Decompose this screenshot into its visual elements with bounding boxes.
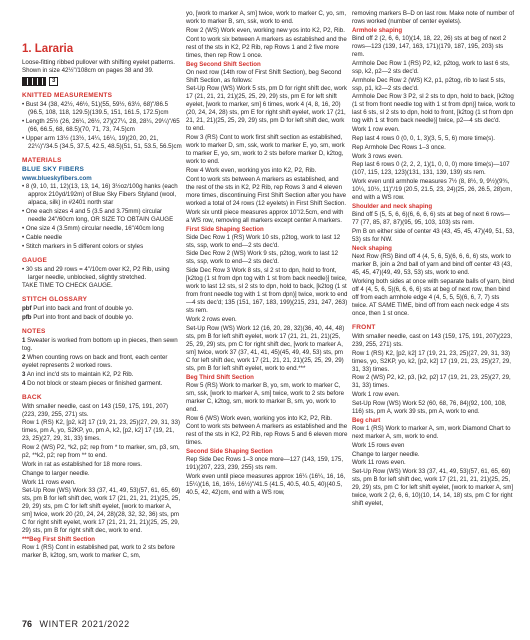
col2-para: Cont to work sts between A markers as established and the rest of the sts in K2, P2 Rib, rep Rows 5 and 6 eleven more times. xyxy=(186,423,348,447)
col3-para: Bind off 2 (2, 6, 6, 10)(14, 18, 22, 26) sts at beg of next 2 rows—123 (139, 147, 163, 171)(179, 187, 195, 203) sts rem. xyxy=(352,35,507,58)
col3-para: Work even until armhole measures 7½ (8, 8½, 9, 9½)(9¾, 10¼, 10½, 11)"/19 (20.5, 21.5, 23, 24)(25, 26, 26.5, 28)cm, end with a WS row. xyxy=(352,178,513,202)
col3-para: Work 15 rows even xyxy=(352,441,405,449)
material-item: • 8 (9, 10, 11, 12)(13, 13, 14, 16) 3½oz/100g hanks (each approx 210yd/192m) of Blue Sky Fibers Styland (wool, alpaca, silk) in #2401 north star xyxy=(22,183,178,207)
note-item xyxy=(22,337,182,353)
col3-para: Row 1 (RS) Work to marker A, sm, work Diamond Chart to next marker A, sm, work to end. xyxy=(352,424,511,440)
back-para: Set-Up Row (WS) Work 33 (37, 41, 49, 53)(57, 61, 65, 69) sts, pm B for left shift dec, work 17 (21, 21, 21, 21)(25, 25, 29, 29) sts, pm C for left shift eyelet, [work to marker A, sm] twice, work 20 (20, 24, 24, 28)(28, 32, 32, 36) sts, pm C for right shift eyelet, work 17 (21, 21, 21, 21)(25, 25, 29, 29) sts, pm B for right shift dec, work to end. xyxy=(22,487,181,535)
material-item: • One each sizes 4 and 5 (3.5 and 3.75mm) circular needle 24"/60cm long, OR SIZE TO OBTAIN GAUGE xyxy=(22,208,174,224)
back-para: Change to larger needle. xyxy=(22,469,90,477)
glossary-item xyxy=(22,314,182,322)
note-item xyxy=(22,354,182,370)
materials-heading: MATERIALS xyxy=(22,156,62,164)
issue-label: WINTER 2021/2022 xyxy=(39,619,130,629)
col3-para: Next Row (RS) Bind off 4 (4, 5, 6, 5)(6, 6, 6, 6) sts, work to marker B, join a 2nd ball of yarn and bind off center 43 (43, 45, 45, 47)(49, 49, 53, 53) sts, work to end. xyxy=(352,252,512,276)
col3-para: Armhole Dec Row 2 (WS) K2, p1, p2tog, rib to last 5 sts, ssp, p1, k2—2 sts dec'd. xyxy=(352,76,506,92)
note-text: When counting rows on back and front, each center eyelet represents 2 worked rows. xyxy=(22,353,168,369)
col3-para: Work 1 row even. xyxy=(352,391,400,399)
page-footer xyxy=(22,619,130,630)
column-1 xyxy=(22,10,182,561)
col2-para: Side Dec Row 2 (WS) Work 9 sts, p2tog, work to last 12 sts, ssp, work to end—2 sts dec'd. xyxy=(186,250,339,266)
col3-para: Row 2 (WS) P2, k2, p3, [k2, p2] 17 (19, 21, 23, 25)(27, 29, 31, 33) times. xyxy=(352,374,511,390)
col3-para: Work 3 rows even. xyxy=(352,152,403,160)
column-2 xyxy=(186,10,348,498)
col2-para: Side Dec Row 3 Work 8 sts, sl 2 st to dpn, hold to front, [k2tog (1 st from dpn tog with 1 st from back needle)] twice, work to last 12 sts, sl 2 sts to dpn, hold to back, [k2tog (1 st from front needle tog with 1 st from dpn)] twice, work to end—4 sts dec'd; 135 (151, 167, 183, 199)(215, 231, 247, 263) sts rem. xyxy=(186,267,348,315)
second-shift-heading: Beg Second Shift Section xyxy=(186,60,261,68)
col2-para: On next row (14th row of First Shift Section), beg Second Shift Section, as follows: xyxy=(186,68,342,84)
col2-para: Row 2 (WS) Work even, working new yos into K2, P2, Rib. xyxy=(186,26,345,34)
measurement-item: • Upper arm 13½ (13½, 14¼, 16¼, 19)(20, 20, 21, 22¼)"/34.5 (34.5, 37.5, 42.5, 48.5)(51, 51, 53.5, 56.5)cm xyxy=(22,134,182,150)
note-number: 3 xyxy=(22,370,26,378)
second-side-shaping-heading: Second Side Shaping Section xyxy=(186,448,273,456)
col3-para: Work 1 row even. xyxy=(352,126,400,134)
page-number: 76 xyxy=(22,619,33,629)
col3-para: Pm B on either side of center 43 (43, 45, 45, 47)(49, 51, 53, 53) sts for NW. xyxy=(352,227,515,243)
note-item xyxy=(22,380,182,388)
col2-para: Row 5 (RS) Work to marker B, yo, sm, work to marker C, sm, ssk, [work to marker A, sm] twice, work to 2 sts before marker C, k2tog, sm, work to marker B, sm, yo, work to end. xyxy=(186,381,344,413)
skill-level-icon xyxy=(22,77,46,86)
back-para: Work 11 rows even. xyxy=(22,478,76,486)
glossary-text: Purl into front and back of double yo. xyxy=(31,314,134,322)
col3-para: With smaller needle, cast on 143 (159, 175, 191, 207)(223, 239, 255, 271) sts. xyxy=(352,332,513,348)
notes-heading: NOTES xyxy=(22,328,46,336)
col2-para: Work 2 rows even. xyxy=(186,315,237,323)
col2-para: yo, [work to marker A, sm] twice, work to marker C, yo, sm, work to marker B, sm, ssk, work to end. xyxy=(186,10,347,25)
col3-para: Work 11 rows even. xyxy=(352,459,406,467)
col3-para: Set-Up Row (WS) Work 33 (37, 41, 49, 53)(57, 61, 65, 69) sts, pm B for left shift dec, work 17 (21, 21, 21, 21)(25, 25, 29, 29) sts, pm C for left shift eyelet, [work to marker A, sm] twice, work 2 (2, 6, 6, 10)(10, 14, 14, 18) sts, pm C for right shift eyelet, xyxy=(352,468,514,508)
back-para: Row 1 (RS) K2, [p2, k2] 17 (19, 21, 23, 25)(27, 29, 31, 33) times, pm A, yo, S2KP, yo, pm A, k2, [p2, k2] 17 (19, 21, 23, 25)(27, 29, 31, 33) times. xyxy=(22,419,181,443)
col3-intro: removing markers B–D on last row. Make note of number of rows worked (number of center eyelets). xyxy=(352,10,515,25)
glossary-abbr: pbf xyxy=(22,305,32,313)
back-heading: BACK xyxy=(22,393,42,401)
col3-para: Bind off 5 (5, 5, 6, 6)(6, 6, 6, 6) sts at beg of next 6 rows—77 (77, 85, 87, 87)(95, 95, 103, 103) sts rem. xyxy=(352,211,510,227)
col2-para: Cont to work sts between A markers as established, and the rest of the sts in K2, P2 Rib, rep Rows 3 and 4 eleven more times, discontinuing First Shift Section after you have worked a total of 24 rows (12 eyelets) in First Shift Section. xyxy=(186,175,347,207)
note-number: 1 xyxy=(22,337,26,345)
column-3 xyxy=(352,10,516,509)
col2-para: Rep Side Dec Rows 1–3 once more—127 (143, 159, 175, 191)(207, 223, 239, 255) sts rem. xyxy=(186,456,344,472)
col3-para: Working both sides at once with separate balls of yarn, bind off 4 (4, 5, 6, 5)(6, 6, 6, 6) sts at beg of next row, then bind off from each armhole edge 4 (4, 5, 5, 5)(6, 6, 7, 7) sts twice. AT SAME TIME, bind off from each neck edge 4 sts once, then 1 st once. xyxy=(352,277,515,317)
first-shift-heading: ***Beg First Shift Section xyxy=(22,536,96,544)
col2-para: Side Dec Row 1 (RS) Work 10 sts, p2tog, work to last 12 sts, ssp, work to end—2 sts dec'd. xyxy=(186,233,341,249)
note-number: 2 xyxy=(22,353,26,361)
skill-level xyxy=(22,77,182,86)
pattern-title: 1. Lararia xyxy=(22,43,74,55)
col2-para: Row 3 (RS) Cont to work first shift section as established, work to marker D, sm, ssk, work to marker E, yo, sm, work to marker E, yo, sm, work to 2 sts before marker D, k2tog, work to end. xyxy=(186,134,345,166)
chart-heading: Beg chart xyxy=(352,416,381,424)
armhole-shaping-heading: Armhole shaping xyxy=(352,27,403,34)
skill-level-badge: 3 xyxy=(49,77,58,86)
col2-para: Set-Up Row (WS) Work 12 (16, 20, 28, 32)(36, 40, 44, 48) sts, pm B for left shift eyelet, work 17 (21, 21, 21, 21)(25, 25, 29, 29) sts, pm C for right shift dec, [work to marker A, sm] twice, work 37 (37, 41, 41, 45)(45, 49, 49, 53) sts, pm C for left shift dec, work 17 (21, 21, 21, 21)(25, 25, 29, 29) sts, pm B for left shift eyelet, work to end.*** xyxy=(186,324,345,372)
col2-para: Set-Up Row (WS) Work 5 sts, pm D for right shift dec, work 17 (21, 21, 21, 21)(25, 25, 29, 29) sts, pm E for left shift eyelet, [work to marker, sm] 6 times, work 4 (4, 8, 16, 20)(20, 24, 24, 28) sts, pm E for right shift eyelet, work 17 (21, 21, 21, 21)(25, 25, 29, 29) sts, pm D for left shift dec, work to end. xyxy=(186,85,347,133)
measurement-item: • Bust 34 (38, 42½, 46½, 51)(55, 59½, 63½, 68)"/86.5 (96.5, 108, 118, 129.5)(139.5, 151, 161.5, 172.5)cm xyxy=(22,101,169,116)
col3-para: Armhole Dec Row 1 (RS) P2, k2, p2tog, work to last 6 sts, ssp, k2, p2—2 sts dec'd. xyxy=(352,59,510,75)
note-item xyxy=(22,371,182,379)
gauge-check: TAKE TIME TO CHECK GAUGE. xyxy=(22,282,113,290)
back-para: With smaller needle, cast on 143 (159, 175, 191, 207)(223, 239, 255, 271) sts. xyxy=(22,402,169,418)
yarn-brand: BLUE SKY FIBERS xyxy=(22,165,85,173)
material-item: • Stitch markers in 5 different colors or styles xyxy=(22,242,144,250)
front-heading: FRONT xyxy=(352,323,376,331)
glossary-abbr: pfb xyxy=(22,314,32,322)
material-item: • One size 4 (3.5mm) circular needle, 16"/40cm long xyxy=(22,224,164,232)
col3-para: Armhole Dec Row 3 P2, sl 2 sts to dpn, hold to back, [k2tog (1 st from front needle tog with 1 st from dpn)] twice, work to last 6 sts, sl 2 sts to dpn, hold to front, [k2tog (1 st from dpn tog with 1 st from back needle)] twice, p2—4 sts dec'd. xyxy=(352,93,516,125)
back-para: Row 2 (WS) P2, *k2, p2; rep from * to marker, sm, p3, sm, p2, **k2, p2; rep from ** to end. xyxy=(22,444,180,460)
measurements-heading: KNITTED MEASUREMENTS xyxy=(22,92,113,99)
col3-para: Row 1 (RS) K2, [p2, k2] 17 (19, 21, 23, 25)(27, 29, 31, 33) times, yo, S2KP, yo, k2, [p2, k2] 17 (19, 21, 23, 25)(27, 29, 31, 33) times. xyxy=(352,349,511,373)
col3-para: Change to larger needle. xyxy=(352,450,420,458)
pattern-intro: Loose-fitting ribbed pullover with shifting eyelet patterns. Shown in size 42½"/108cm on pages 38 and 39. xyxy=(22,59,175,74)
glossary-text: Purl into back and front of double yo. xyxy=(31,305,134,313)
shoulder-neck-heading: Shoulder and neck shaping xyxy=(352,203,433,211)
measurement-item: • Length 25½ (26, 26¼, 26½, 27)(27¼, 28, 28¼, 29¼)"/65 (66, 66.5, 68, 68.5)(70, 71, 73, 74.5)cm xyxy=(22,117,180,133)
col3-para: Rep Armhole Dec Rows 1–3 once. xyxy=(352,143,446,151)
third-shift-heading: Beg Third Shift Section xyxy=(186,373,254,381)
col2-para: Work six until piece measures approx 10"/2.5cm, end with a WS row, removing all markers except center A markers. xyxy=(186,208,344,224)
side-shaping-heading: First Side Shaping Section xyxy=(186,225,264,233)
note-text: Sweater is worked from bottom up in pieces, then sewn tog. xyxy=(22,337,178,353)
glossary-item xyxy=(22,305,182,313)
col3-para: Rep last 4 rows 0 (0, 0, 1, 3)(3, 5, 5, 6) more time(s). xyxy=(352,134,495,142)
gauge-item: • 30 sts and 29 rows = 4"/10cm over K2, P2 Rib, using larger needle, unblocked, slightly stretched. xyxy=(22,265,170,281)
yarn-url[interactable]: www.blueskyfibers.com xyxy=(22,174,92,182)
note-text: An incl inc'd sts to maintain K2, P2 Rib. xyxy=(25,370,134,378)
note-text: Do not block or steam pieces or finished garment. xyxy=(25,379,163,387)
col2-para: Row 4 Work even, working yos into K2, P2, Rib. xyxy=(186,166,317,174)
col2-para: Work even until piece measures approx 16¼ (16¼, 16, 16, 15¼)(16, 16, 16½, 16½)"/41.5 (41.5, 40.5, 40.5, 40)(40.5, 40.5, 42, 42)cm, end with a WS row, xyxy=(186,473,346,497)
neck-shaping-heading: Neck shaping xyxy=(352,244,392,252)
col3-para: Set-Up Row (WS) Work 52 (60, 68, 76, 84)(92, 100, 108, 116) sts, pm A, work 39 sts, pm A, work to end. xyxy=(352,399,507,415)
gauge-heading: GAUGE xyxy=(22,256,48,264)
stitch-glossary-heading: STITCH GLOSSARY xyxy=(22,296,88,304)
col3-para: Rep last 6 rows 0 (2, 2, 2, 1)(1, 0, 0, 0) more time(s)—107 (107, 115, 123, 123)(131, 131, 139, 139) sts rem. xyxy=(352,161,510,177)
back-para: Row 1 (RS) Cont in established pat, work to 2 sts before marker B, k2tog, sm, work to marker C, sm, xyxy=(22,544,175,560)
note-number: 4 xyxy=(22,379,26,387)
back-para: Work in rat as established for 18 more rows. xyxy=(22,460,143,468)
col2-para: Cont to work six between A markers as established and the rest of the sts in K2, P2 Rib, rep Rows 1 and 2 five more times, then rep Row 1 once. xyxy=(186,35,347,59)
col2-para: Row 6 (WS) Work even, working yos into K2, P2, Rib. xyxy=(186,414,332,422)
material-item: • Cable needle xyxy=(22,233,63,241)
